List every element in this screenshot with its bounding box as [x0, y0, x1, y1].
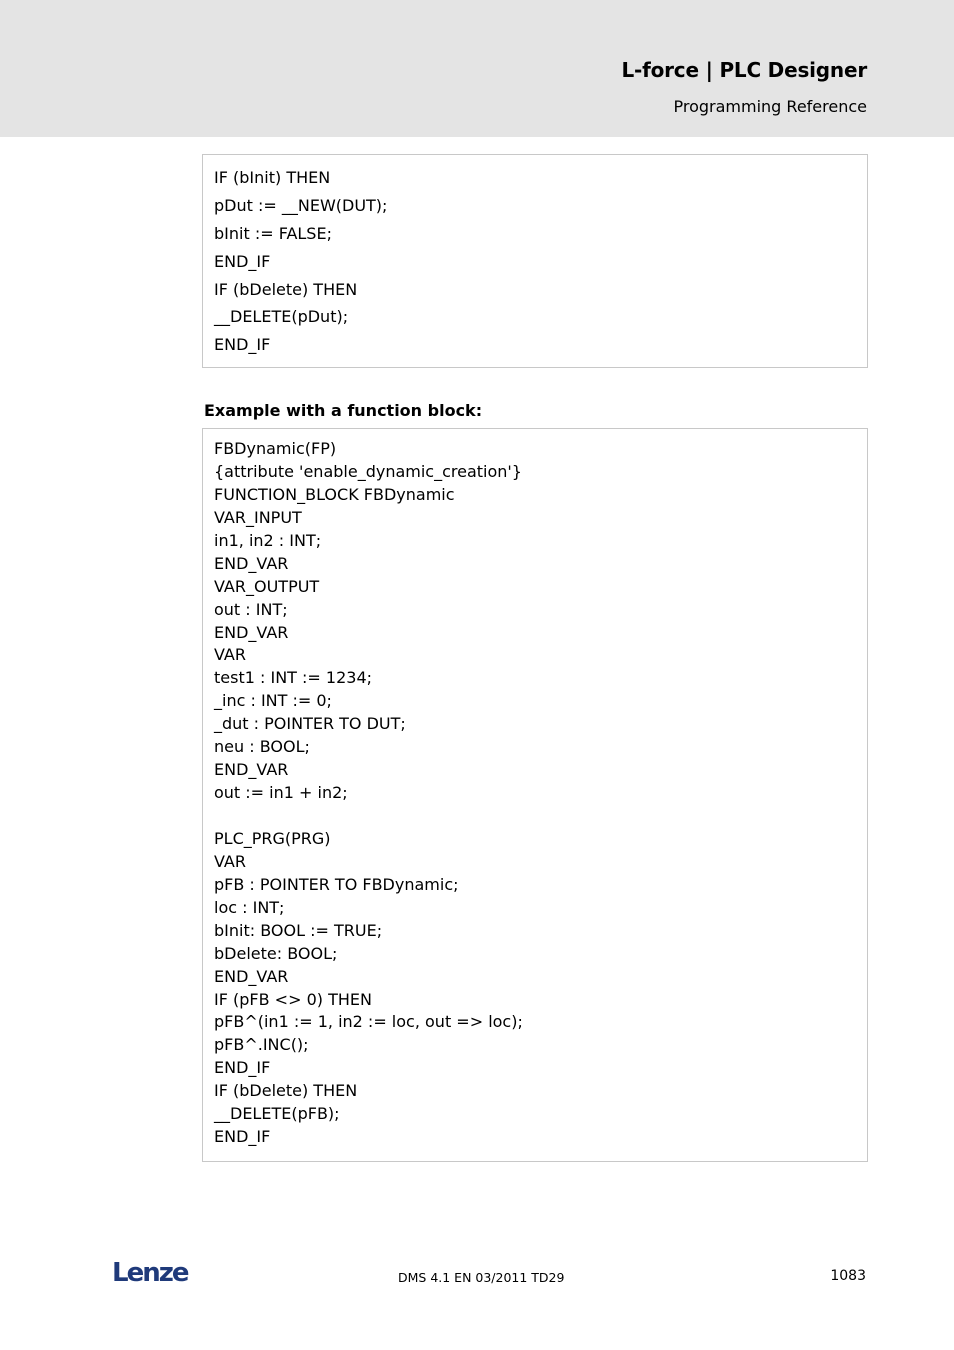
code-line: END_VAR [214, 966, 289, 986]
code-line: END_IF [214, 1127, 271, 1147]
code-line: pFB^(in1 := 1, in2 := loc, out => loc); [214, 1012, 523, 1032]
code-line: IF (pFB <> 0) THEN [214, 989, 372, 1009]
code-line: IF (bDelete) THEN [214, 1081, 358, 1101]
code-line: bDelete: BOOL; [214, 943, 338, 963]
code-line: out := in1 + in2; [214, 783, 348, 803]
code-line: pFB^.INC(); [214, 1035, 309, 1055]
code-line: FBDynamic(FP) [214, 439, 337, 458]
code-line: _dut : POINTER TO DUT; [214, 714, 406, 734]
code-line: loc : INT; [214, 897, 285, 917]
code-line: END_VAR [214, 553, 289, 573]
code-line: END_IF [214, 1058, 271, 1078]
document-subtitle: Programming Reference [673, 97, 867, 116]
code-line: VAR [214, 645, 246, 665]
code-line: PLC_PRG(PRG) [214, 828, 331, 848]
document-title: L-force | PLC Designer [621, 58, 867, 82]
code-line: bInit := FALSE; [214, 223, 332, 243]
code-line: pDut := __NEW(DUT); [214, 195, 388, 215]
code-line: bInit: BOOL := TRUE; [214, 920, 383, 940]
section-label: Example with a function block: [204, 401, 483, 420]
code-line: END_IF [214, 335, 271, 355]
code-line [214, 805, 867, 828]
code-line: END_IF [214, 251, 271, 271]
code-line: IF (bInit) THEN [214, 168, 331, 187]
code-line: neu : BOOL; [214, 737, 310, 757]
code-line: __DELETE(pDut); [214, 307, 349, 327]
code-line: {attribute 'enable_dynamic_creation'} [214, 461, 522, 481]
code-line: in1, in2 : INT; [214, 530, 322, 550]
code-block-function-block [202, 428, 868, 1162]
lenze-logo: Lenze [112, 1258, 188, 1288]
footer-doc-id: DMS 4.1 EN 03/2011 TD29 [398, 1270, 565, 1285]
code-line: VAR_INPUT [214, 507, 302, 527]
code-line: _inc : INT := 0; [214, 691, 332, 711]
code-line: __DELETE(pFB); [214, 1104, 340, 1124]
code-line: END_VAR [214, 760, 289, 780]
code-block-new-delete [202, 154, 868, 368]
code-line: FUNCTION_BLOCK FBDynamic [214, 484, 455, 504]
code-line: VAR_OUTPUT [214, 576, 320, 596]
page-header [0, 0, 954, 137]
page-number: 1083 [830, 1268, 866, 1284]
code-line: VAR [214, 851, 246, 871]
code-line: END_VAR [214, 622, 289, 642]
code-line: test1 : INT := 1234; [214, 668, 373, 688]
code-line: IF (bDelete) THEN [214, 279, 358, 299]
code-line: out : INT; [214, 599, 288, 619]
code-line: pFB : POINTER TO FBDynamic; [214, 874, 459, 894]
